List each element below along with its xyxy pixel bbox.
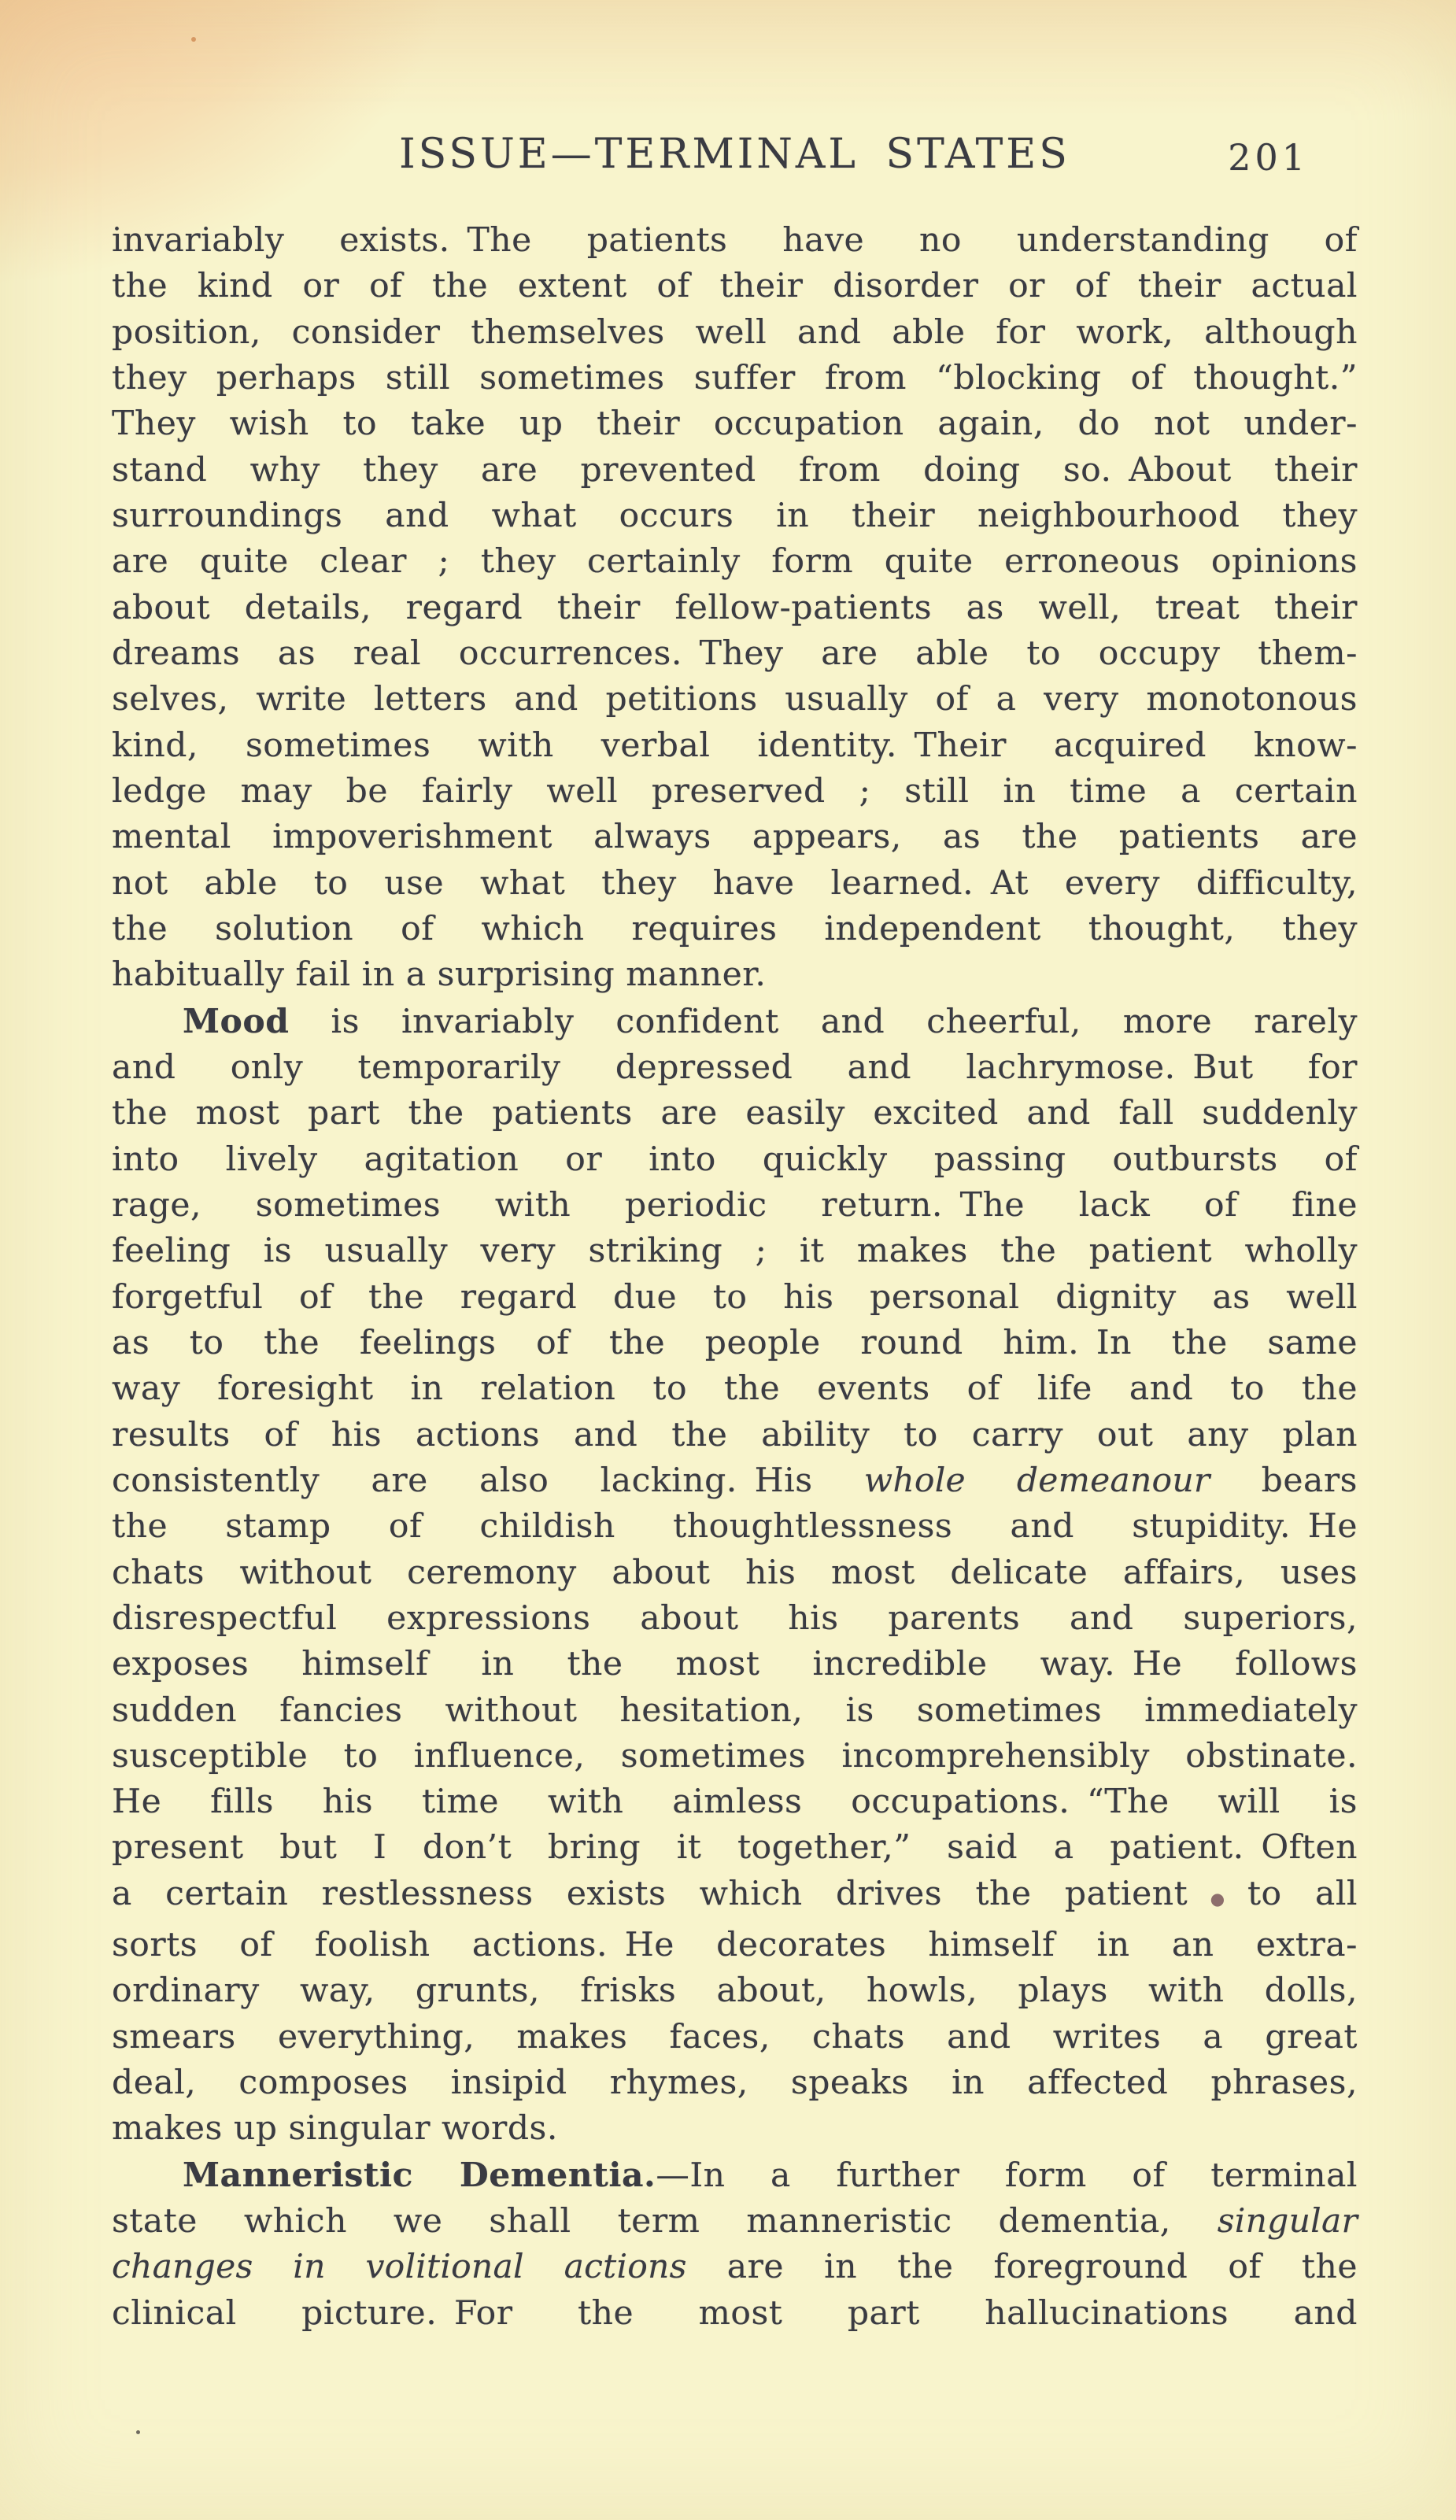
text-segment: sorts of foolish actions. He decorates himself in an extra- [112, 1926, 1358, 1965]
text-segment: are quite clear ; they certainly form quite erroneous opinions [112, 542, 1358, 582]
text-line [112, 2291, 1358, 2337]
text-segment: rage, sometimes with periodic return. The lack of fine [112, 1185, 1358, 1225]
text-line [112, 1872, 1358, 1923]
text-segment: Manneristic Dementia. [183, 2155, 656, 2195]
text-line [112, 2106, 1358, 2152]
text-line [112, 401, 1358, 447]
text-line [112, 2152, 1358, 2199]
text-segment: not able to use what they have learned. At every difficulty, [112, 863, 1358, 903]
text-line [112, 1321, 1358, 1366]
text-line [112, 677, 1358, 722]
text-line [112, 1779, 1358, 1825]
text-segment: smears everything, makes faces, chats and writes a great [112, 2017, 1358, 2056]
text-line [112, 493, 1358, 539]
text-segment: the solution of which requires independent thought, they [112, 909, 1358, 948]
text-line [112, 218, 1358, 264]
body-text [112, 218, 1358, 2337]
text-segment: are in the foreground of the [686, 2248, 1358, 2287]
text-segment: selves, write letters and petitions usually of a very monotonous [112, 680, 1358, 719]
text-line [112, 1642, 1358, 1687]
text-line [112, 1275, 1358, 1321]
text-line [112, 1596, 1358, 1642]
text-segment: chats without ceremony about his most delicate affairs, uses [112, 1553, 1358, 1592]
text-segment: the kind or of the extent of their disorder or of their actual [112, 267, 1358, 306]
text-segment: position, consider themselves well and able for work, although [112, 312, 1358, 352]
text-segment: the stamp of childish thoughtlessness and stupidity. He [112, 1507, 1358, 1546]
text-segment: into lively agitation or into quickly passing outbursts of [112, 1140, 1358, 1179]
page-header [112, 132, 1358, 187]
text-segment: —In a further form of terminal [656, 2156, 1358, 2195]
text-segment: invariably exists. The patients have no understanding of [112, 221, 1358, 260]
text-segment: to all [1247, 1874, 1358, 1913]
text-segment: forgetful of the regard due to his personal dignity as well [112, 1277, 1358, 1317]
text-segment: as to the feelings of the people round him. In the same [112, 1323, 1358, 1362]
text-segment: habitually fail in a surprising manner. [112, 955, 767, 995]
text-segment: susceptible to influence, sometimes incomprehensibly obstinate. [112, 1736, 1358, 1775]
text-segment: present but I don’t bring it together,” said a patient. Often [112, 1828, 1358, 1868]
text-line [112, 1229, 1358, 1274]
text-segment: They wish to take up their occupation again, do not under- [112, 405, 1358, 444]
text-segment: and only temporarily depressed and lachrymose. But for [112, 1048, 1358, 1087]
text-segment: results of his actions and the ability to carry out any plan [112, 1415, 1358, 1454]
text-line [112, 1137, 1358, 1183]
text-segment: clinical picture. For the most part hallucinations and [112, 2293, 1358, 2333]
text-segment: dreams as real occurrences. They are able to occupy them- [112, 634, 1358, 673]
paper-speck-top [191, 37, 196, 42]
text-segment: they perhaps still sometimes suffer from “blocking of thought.” [112, 358, 1358, 397]
text-line [112, 1825, 1358, 1871]
text-line [112, 631, 1358, 677]
text-segment: mental impoverishment always appears, as the patients are [112, 818, 1358, 857]
text-line [112, 539, 1358, 585]
text-segment: He fills his time with aimless occupations. “The will is [112, 1783, 1358, 1822]
page-number: 201 [1228, 136, 1309, 179]
text-line [112, 2245, 1358, 2290]
text-line [112, 1550, 1358, 1596]
text-line [112, 723, 1358, 769]
text-segment: kind, sometimes with verbal identity. Their acquired know- [112, 726, 1358, 765]
text-line [112, 310, 1358, 356]
text-line [112, 907, 1358, 952]
text-line [112, 1923, 1358, 1968]
text-line [112, 1504, 1358, 1550]
text-segment: feeling is usually very striking ; it makes the patient wholly [112, 1232, 1358, 1271]
text-segment: ordinary way, grunts, frisks about, howls, plays with dolls, [112, 1971, 1358, 2011]
text-line [112, 448, 1358, 493]
text-segment: singular [1217, 2202, 1358, 2241]
text-segment: ledge may be fairly well preserved ; still in time a certain [112, 771, 1358, 811]
text-line [112, 1688, 1358, 1734]
text-line [112, 586, 1358, 631]
text-line [112, 1366, 1358, 1412]
text-segment: bears [1210, 1461, 1358, 1500]
ink-spot: ● [1188, 1889, 1247, 1909]
text-segment: the most part the patients are easily excited and fall suddenly [112, 1094, 1358, 1133]
text-segment: state which we shall term manneristic dementia, [112, 2202, 1218, 2241]
text-line [112, 1183, 1358, 1229]
text-line [112, 815, 1358, 860]
text-segment: makes up singular words. [112, 2109, 558, 2149]
text-line [112, 999, 1358, 1045]
text-line [112, 952, 1358, 998]
text-segment: about details, regard their fellow-patients as well, treat their [112, 588, 1358, 627]
text-line [112, 1045, 1358, 1091]
text-segment: disrespectful expressions about his parents and superiors, [112, 1598, 1358, 1638]
text-line [112, 1734, 1358, 1779]
text-segment: whole demeanour [863, 1461, 1210, 1500]
text-segment: deal, composes insipid rhymes, speaks in affected phrases, [112, 2064, 1358, 2103]
text-line [112, 1968, 1358, 2014]
text-segment: exposes himself in the most incredible way. He follows [112, 1645, 1358, 1684]
text-line [112, 2015, 1358, 2060]
text-line [112, 1413, 1358, 1458]
text-line [112, 356, 1358, 401]
text-segment: Mood [183, 1001, 290, 1041]
running-head: ISSUE—TERMINAL STATES [399, 131, 1070, 178]
text-line [112, 1091, 1358, 1136]
text-segment: consistently are also lacking. His [112, 1461, 864, 1500]
text-line [112, 2199, 1358, 2245]
text-segment: changes in volitional actions [112, 2248, 687, 2287]
text-segment: a certain restlessness exists which drives the patient [112, 1874, 1188, 1913]
text-segment: is invariably confident and cheerful, more rarely [289, 1002, 1358, 1041]
text-line [112, 861, 1358, 907]
text-segment: stand why they are prevented from doing so. About their [112, 450, 1358, 490]
text-segment: way foresight in relation to the events of life and to the [112, 1369, 1358, 1409]
text-segment: surroundings and what occurs in their neighbourhood they [112, 496, 1358, 535]
text-line [112, 264, 1358, 309]
paper-speck-bottom [136, 2430, 140, 2434]
text-line [112, 1458, 1358, 1504]
text-line [112, 2060, 1358, 2106]
text-line [112, 769, 1358, 815]
text-segment: sudden fancies without hesitation, is sometimes immediately [112, 1690, 1358, 1730]
